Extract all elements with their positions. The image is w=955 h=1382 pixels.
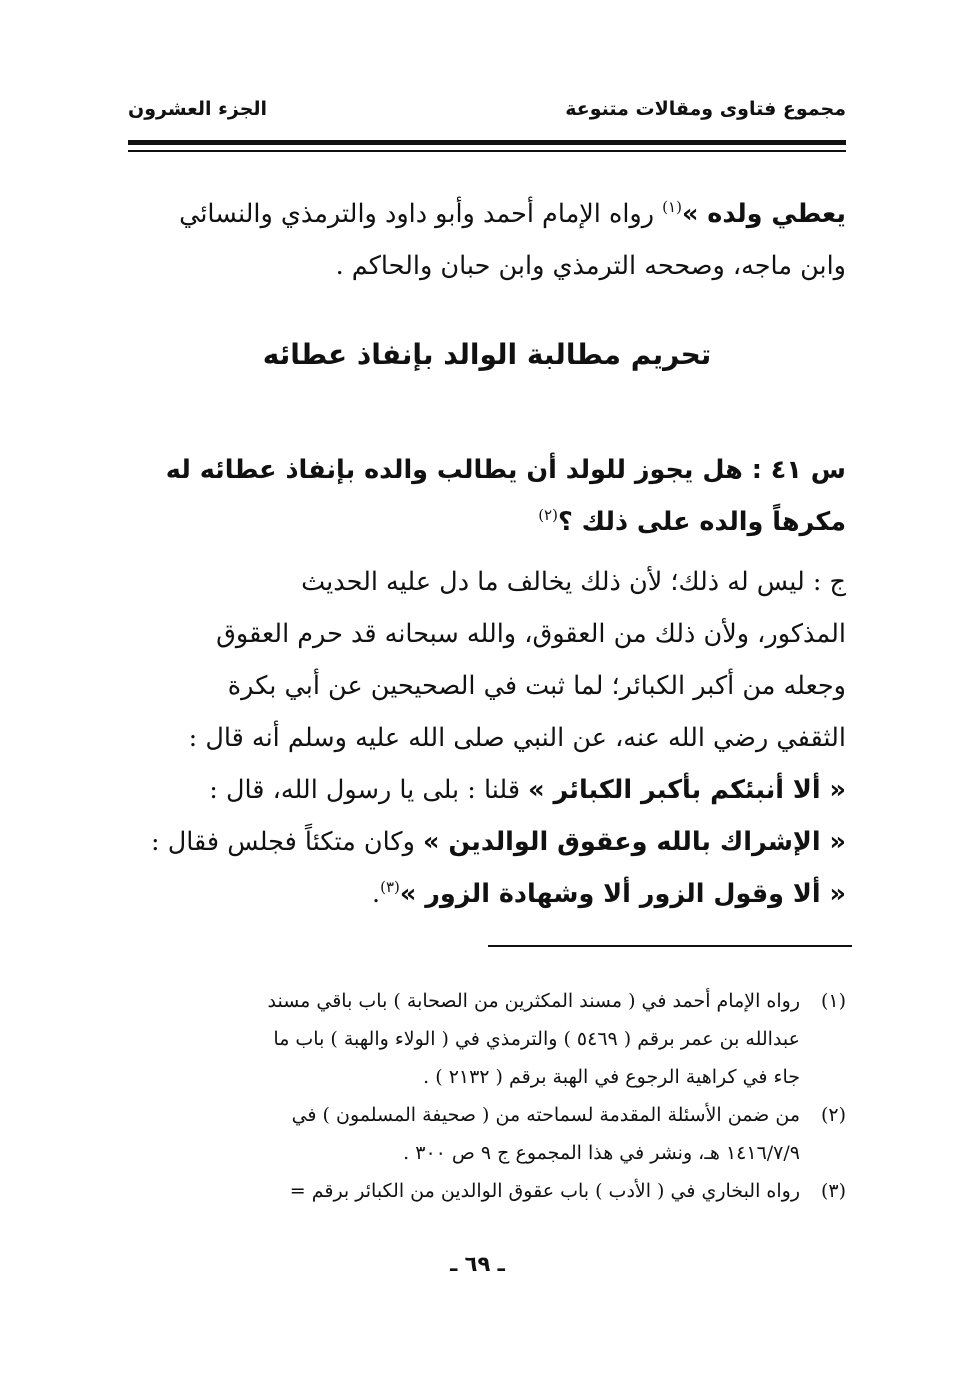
section-title: تحريم مطالبة الوالد بإنفاذ عطائه <box>262 338 712 371</box>
intro-paragraph <box>128 188 846 292</box>
footnote-number: (١) <box>820 990 846 1012</box>
volume-label: الجزء العشرون <box>128 98 268 120</box>
footnote-1 <box>128 982 846 1096</box>
footnote-line: من ضمن الأسئلة المقدمة لسماحته من ( صحيفة المسلمون ) في <box>291 1104 800 1126</box>
intro-line-1 <box>128 188 846 240</box>
footnote-line: جاء في كراهية الرجوع في الهبة برقم ( ٢١٣٢ ) . <box>423 1066 800 1088</box>
page-number: ـ ٦٩ ـ <box>450 1252 505 1276</box>
footnote-ref-1: (١) <box>662 198 682 216</box>
footnote-3 <box>128 1172 846 1210</box>
hadith-quote-2: « الإشراك بالله وعقوق الوالدين » <box>423 827 846 857</box>
footnote-ref-2: (٢) <box>538 506 558 524</box>
footnote-number: (٢) <box>820 1104 846 1126</box>
answer-line-6-text: وكان متكئاً فجلس فقال : <box>151 827 423 857</box>
answer-line-5-text: قلنا : بلى يا رسول الله، قال : <box>209 775 529 805</box>
answer-line-7-end: . <box>372 879 381 909</box>
footnote-line: رواه البخاري في ( الأدب ) باب عقوق الوالدين من الكبائر برقم = <box>289 1180 800 1202</box>
answer-line-4: الثقفي رضي الله عنه، عن النبي صلى الله عليه وسلم أنه قال : <box>188 723 846 753</box>
answer-line-6 <box>128 816 846 868</box>
footnote-line: عبدالله بن عمر برقم ( ٥٤٦٩ ) والترمذي في ( الولاء والهبة ) باب ما <box>273 1028 800 1050</box>
header-rule-thick <box>128 140 846 145</box>
header-rule-thin <box>128 150 846 152</box>
answer-line-2: المذكور، ولأن ذلك من العقوق، والله سبحانه قد حرم العقوق <box>216 619 846 649</box>
footnote-ref-3: (٣) <box>380 878 400 896</box>
intro-line-2: وابن ماجه، وصححه الترمذي وابن حبان والحاكم . <box>335 251 846 281</box>
answer-line-5 <box>128 764 846 816</box>
question-line-1 <box>128 444 846 496</box>
book-title: مجموع فتاوى ومقالات متنوعة <box>565 98 846 120</box>
footnote-separator <box>488 945 852 947</box>
running-header <box>128 98 846 128</box>
answer-line-3: وجعله من أكبر الكبائر؛ لما ثبت في الصحيحين عن أبي بكرة <box>227 671 846 701</box>
hadith-quote-1: « ألا أنبئكم بأكبر الكبائر » <box>528 775 846 805</box>
footnote-line: رواه الإمام أحمد في ( مسند المكثرين من الصحابة ) باب باقي مسند <box>267 990 800 1012</box>
answer-line-7 <box>128 868 846 920</box>
question-text-1: س ٤١ : هل يجوز للولد أن يطالب والده بإنفاذ عطائه له <box>165 455 846 485</box>
answer-block <box>128 556 846 920</box>
footnote-number: (٣) <box>820 1180 846 1202</box>
question-block <box>128 444 846 548</box>
hadith-quote-3: « ألا وقول الزور ألا وشهادة الزور » <box>399 879 846 909</box>
question-line-2 <box>128 496 846 548</box>
footnote-2 <box>128 1096 846 1172</box>
footnote-line: ١٤١٦/٧/٩ هـ، ونشر في هذا المجموع ج ٩ ص ٣٠٠ . <box>403 1142 800 1164</box>
answer-line-1: ج : ليس له ذلك؛ لأن ذلك يخالف ما دل عليه الحديث <box>301 567 846 597</box>
intro-bold-quote: يعطي ولده » <box>681 199 846 229</box>
question-text-2: مكرهاً والده على ذلك ؟ <box>557 507 846 537</box>
intro-line-1-text: رواه الإمام أحمد وأبو داود والترمذي والنسائي <box>179 199 663 229</box>
footnotes <box>128 982 846 1210</box>
